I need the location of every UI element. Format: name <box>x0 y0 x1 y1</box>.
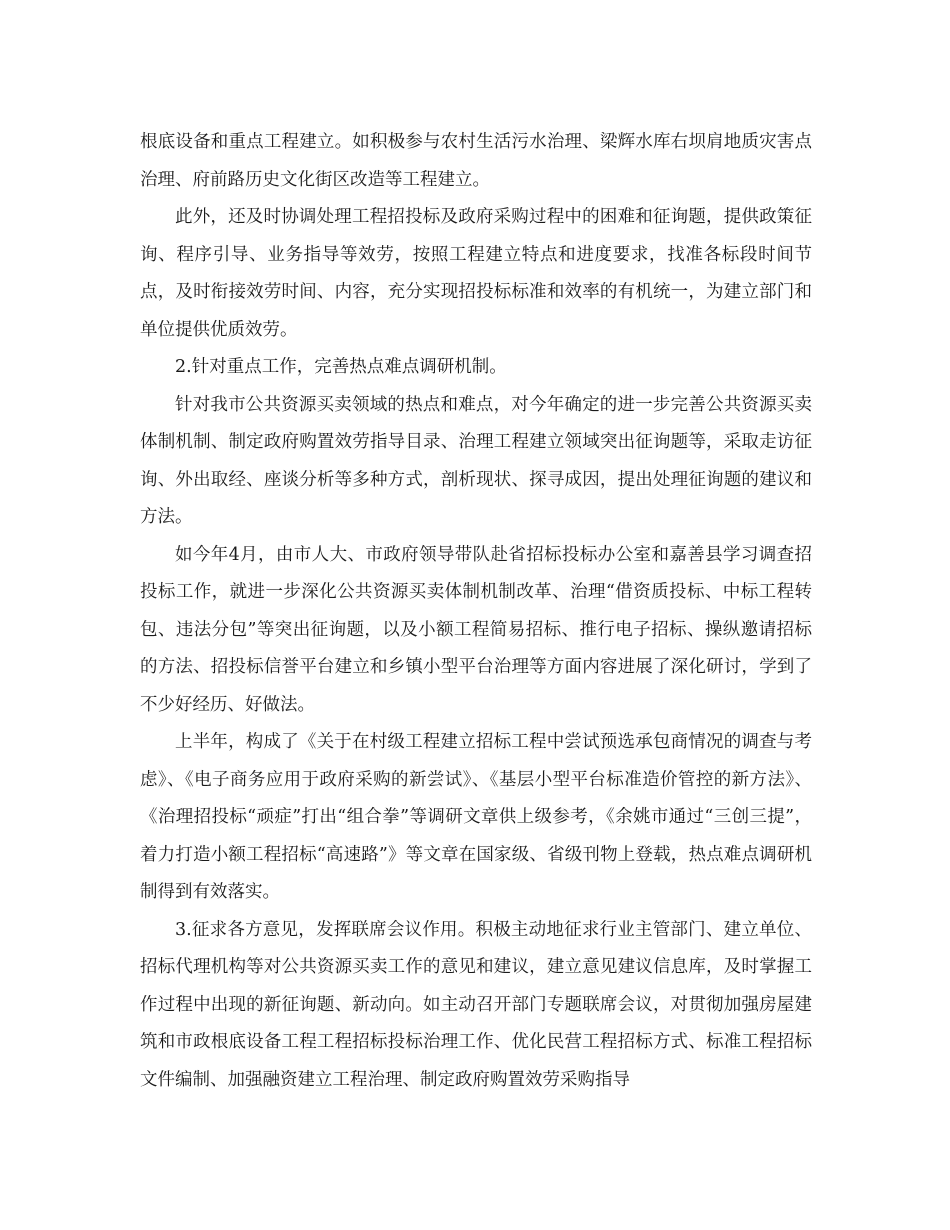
paragraph-first-half-results: 上半年，构成了《关于在村级工程建立招标工程中尝试预选承包商情况的调查与考虑》、《电子商务应用于政府采购的新尝试》、《基层小型平台标准造价管控的新方法》、《治理招投标“顽症”打出“组合拳”等调研文章供上级参考，《余姚市通过“三创三提”，着力打造小额工程招标“高速路”》等文章在国家级、省级刊物上登载，热点难点调研机制得到有效落实。 <box>140 732 812 902</box>
paragraph-april-study: 如今年4月，由市人大、市政府领导带队赴省招标投标办公室和嘉善县学习调查招投标工作，就进一步深化公共资源买卖体制机制改革、治理“借资质投标、中标工程转包、违法分包”等突出征询题，以及小额工程简易招标、推行电子招标、操纵邀请招标的方法、招投标信誉平台建立和乡镇小型平台治理等方面内容进展了深化研讨，学到了不少好经历、好做法。 <box>140 544 812 715</box>
paragraph-research-focus: 针对我市公共资源买卖领域的热点和难点，对今年确定的进一步完善公共资源买卖体制机制、制定政府购置效劳指导目录、治理工程建立领域突出征询题等，采取走访征询、外出取经、座谈分析等多种方式，剖析现状、探寻成因，提出处理征询题的建议和方法。 <box>140 394 812 527</box>
paragraph-coordination: 此外，还及时协调处理工程招投标及政府采购过程中的困难和征询题，提供政策征询、程序引导、业务指导等效劳，按照工程建立特点和进度要求，找准各标段时间节点，及时衔接效劳时间、内容，充分实现招投标标准和效率的有机统一，为建立部门和单位提供优质效劳。 <box>140 207 812 340</box>
document-body <box>140 124 812 1099</box>
paragraph-section-3: 3.征求各方意见，发挥联席会议作用。积极主动地征求行业主管部门、建立单位、招标代理机构等对公共资源买卖工作的意见和建议，建立意见建议信息库，及时掌握工作过程中出现的新征询题、新动向。如主动召开部门专题联席会议，对贯彻加强房屋建筑和市政根底设备工程工程招标投标治理工作、优化民营工程招标方式、标准工程招标文件编制、加强融资建立工程治理、制定政府购置效劳采购指导 <box>140 919 812 1090</box>
section-heading-2: 2.针对重点工作，完善热点难点调研机制。 <box>175 357 507 377</box>
paragraph-continuation: 根底设备和重点工程建立。如积极参与农村生活污水治理、梁辉水库右坝肩地质灾害点治理、府前路历史文化街区改造等工程建立。 <box>140 132 812 190</box>
